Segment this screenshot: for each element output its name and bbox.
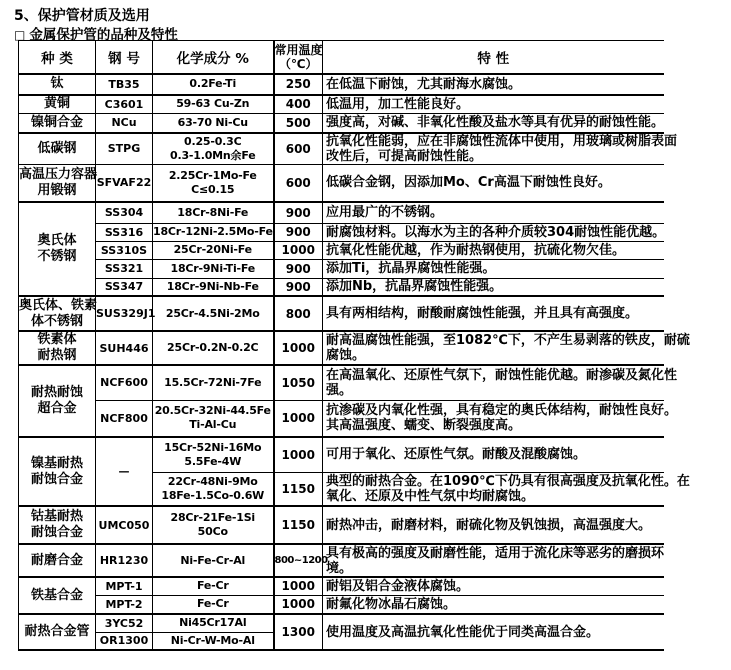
table-row [19,95,664,114]
characteristics-cell: 耐腐蚀材料。以海水为主的各种介质较304耐蚀性能优越。 [323,223,664,241]
temperature-cell: 900 [274,278,323,296]
grade-cell: NCu [96,114,153,133]
square-bullet-icon: □ [14,28,26,42]
composition-cell: Ni-Fe-Cr-Al [153,544,274,577]
composition-cell: Fe-Cr [153,577,274,595]
temperature-cell: 1050 [274,365,323,400]
header-temperature [274,41,323,74]
temperature-cell: 1150 [274,506,323,544]
temperature-cell: 250 [274,74,323,95]
grade-cell: STPG [96,133,153,165]
kind-cell: 高温压力容器 用锻钢 [19,164,96,202]
characteristics-cell: 具有两相结构，耐酸耐腐蚀性能强，并且具有高强度。 [323,296,664,331]
header-temperature-line2: （℃） [278,56,318,71]
temperature-cell: 1000 [274,577,323,595]
composition-cell: 0.2Fe-Ti [153,74,274,95]
page-title: 5、保护管材质及选用 [14,8,150,24]
table-row [19,506,664,544]
table-row [19,241,664,259]
table-row [19,331,664,365]
grade-cell: — [96,437,153,506]
characteristics-cell: 具有极高的强度及耐磨性能，适用于流化床等恶劣的磨损环 境。 [323,544,664,577]
table-row [19,74,664,95]
table-row [19,577,664,595]
table-row [19,296,664,331]
temperature-cell: 800 [274,296,323,331]
composition-cell: 25Cr-0.2N-0.2C [153,331,274,365]
characteristics-cell: 耐热冲击，耐磨材料，耐硫化物及钒蚀损，高温强度大。 [323,506,664,544]
composition-cell: 15.5Cr-72Ni-7Fe [153,365,274,400]
characteristics-cell: 低碳合金钢，因添加Mo、Cr高温下耐蚀性良好。 [323,164,664,202]
temperature-cell: 1150 [274,472,323,506]
characteristics-cell: 抗氧化性能优越，作为耐热钢使用，抗硫化物欠佳。 [323,241,664,259]
temperature-cell: 1000 [274,331,323,365]
composition-cell: 18Cr-8Ni-Fe [153,202,274,223]
header-grade: 钢 号 [96,41,153,74]
table-row [19,223,664,241]
kind-cell: 低碳钢 [19,133,96,165]
grade-cell: SUH446 [96,331,153,365]
grade-cell: SS304 [96,202,153,223]
characteristics-cell: 耐氟化物冰晶石腐蚀。 [323,595,664,614]
grade-cell: NCF800 [96,400,153,437]
table-row [19,278,664,296]
grade-cell: SUS329J1 [96,296,153,331]
materials-table [18,40,690,651]
characteristics-cell: 抗氧化性能弱，应在非腐蚀性流体中使用，用玻璃或树脂表面 改性后，可提高耐蚀性能。 [323,133,664,165]
composition-cell: 20.5Cr-32Ni-44.5Fe Ti-Al-Cu [153,400,274,437]
kind-cell: 镍基耐热 耐蚀合金 [19,437,96,506]
grade-cell: SS347 [96,278,153,296]
grade-cell: NCF600 [96,365,153,400]
composition-cell: 22Cr-48Ni-9Mo 18Fe-1.5Co-0.6W [153,472,274,506]
header-composition: 化学成分 % [153,41,274,74]
temperature-cell: 800~1200 [274,544,323,577]
header-kind: 种 类 [19,41,96,74]
characteristics-cell: 在低温下耐蚀，尤其耐海水腐蚀。 [323,74,664,95]
table-row [19,614,664,632]
page-subtitle-text: 金属保护管的品种及特性 [29,27,178,43]
composition-cell: Ni45Cr17Al [153,614,274,632]
composition-cell: 2.25Cr-1Mo-Fe C≤0.15 [153,164,274,202]
table-row [19,202,664,223]
table-row [19,400,664,437]
characteristics-cell: 耐高温腐蚀性能强，至1082℃下，不产生易剥落的铁皮，耐硫 腐蚀。 [323,331,664,365]
characteristics-cell: 强度高，对碱、非氧化性酸及盐水等具有优异的耐蚀性能。 [323,114,664,133]
composition-cell: Ni-Cr-W-Mo-Al [153,632,274,650]
characteristics-cell: 添加Nb，抗晶界腐蚀性能强。 [323,278,664,296]
kind-cell: 钴基耐热 耐蚀合金 [19,506,96,544]
characteristics-cell: 低温用，加工性能良好。 [323,95,664,114]
characteristics-cell: 抗渗碳及内氧化性强，具有稳定的奥氏体结构，耐蚀性良好。 其高温强度、蠕变、断裂强度高。 [323,400,664,437]
table-row [19,164,664,202]
composition-cell: 18Cr-9Ni-Ti-Fe [153,259,274,278]
grade-cell: TB35 [96,74,153,95]
temperature-cell: 600 [274,133,323,165]
table-row [19,595,664,614]
kind-cell: 镍铜合金 [19,114,96,133]
temperature-cell: 900 [274,223,323,241]
temperature-cell: 1000 [274,400,323,437]
grade-cell: SS310S [96,241,153,259]
kind-cell: 奥氏体 不锈钢 [19,202,96,296]
composition-cell: 15Cr-52Ni-16Mo 5.5Fe-4W [153,437,274,472]
table-body [19,74,690,651]
composition-cell: Fe-Cr [153,595,274,614]
grade-cell: 3YC52 [96,614,153,632]
kind-cell: 铁基合金 [19,577,96,614]
table-row [19,544,664,577]
grade-cell: MPT-2 [96,595,153,614]
kind-cell: 耐磨合金 [19,544,96,577]
composition-cell: 28Cr-21Fe-1Si 50Co [153,506,274,544]
composition-cell: 25Cr-4.5Ni-2Mo [153,296,274,331]
header-characteristics: 特 性 [323,41,664,74]
composition-cell: 18Cr-12Ni-2.5Mo-Fe [153,223,274,241]
composition-cell: 63-70 Ni-Cu [153,114,274,133]
grade-cell: UMC050 [96,506,153,544]
temperature-cell: 500 [274,114,323,133]
grade-cell: SS316 [96,223,153,241]
kind-cell: 耐热合金管 [19,614,96,650]
table-row [19,437,664,472]
composition-cell: 0.25-0.3C 0.3-1.0Mn余Fe [153,133,274,165]
characteristics-cell: 耐铝及铝合金液体腐蚀。 [323,577,664,595]
kind-cell: 耐热耐蚀 超合金 [19,365,96,437]
table-row [19,133,664,165]
table-row [19,259,664,278]
composition-cell: 59-63 Cu-Zn [153,95,274,114]
table-row [19,365,664,400]
kind-cell: 奥氏体、铁素 体不锈钢 [19,296,96,331]
characteristics-cell: 可用于氧化、还原性气氛。耐酸及混酸腐蚀。 [323,437,664,472]
characteristics-cell: 应用最广的不锈钢。 [323,202,664,223]
temperature-cell: 1000 [274,241,323,259]
characteristics-cell: 典型的耐热合金。在1090℃下仍具有很高强度及抗氧化性。在 氧化、还原及中性气氛中均耐腐蚀。 [323,472,664,506]
composition-cell: 18Cr-9Ni-Nb-Fe [153,278,274,296]
temperature-cell: 1000 [274,595,323,614]
header-row [19,41,664,74]
temperature-cell: 900 [274,202,323,223]
temperature-cell: 600 [274,164,323,202]
grade-cell: HR1230 [96,544,153,577]
table-row [19,114,664,133]
composition-cell: 25Cr-20Ni-Fe [153,241,274,259]
temperature-cell: 1000 [274,437,323,472]
temperature-cell: 900 [274,259,323,278]
header-temperature-line1: 常用温度 [274,42,323,57]
grade-cell: OR1300 [96,632,153,650]
grade-cell: SFVAF22 [96,164,153,202]
grade-cell: SS321 [96,259,153,278]
kind-cell: 黄铜 [19,95,96,114]
kind-cell: 钛 [19,74,96,95]
temperature-cell: 1300 [274,614,323,650]
kind-cell: 铁素体 耐热钢 [19,331,96,365]
grade-cell: MPT-1 [96,577,153,595]
characteristics-cell: 使用温度及高温抗氧化性能优于同类高温合金。 [323,614,664,650]
grade-cell: C3601 [96,95,153,114]
temperature-cell: 400 [274,95,323,114]
characteristics-cell: 添加Ti，抗晶界腐蚀性能强。 [323,259,664,278]
characteristics-cell: 在高温氧化、还原性气氛下，耐蚀性能优越。耐渗碳及氮化性 强。 [323,365,664,400]
